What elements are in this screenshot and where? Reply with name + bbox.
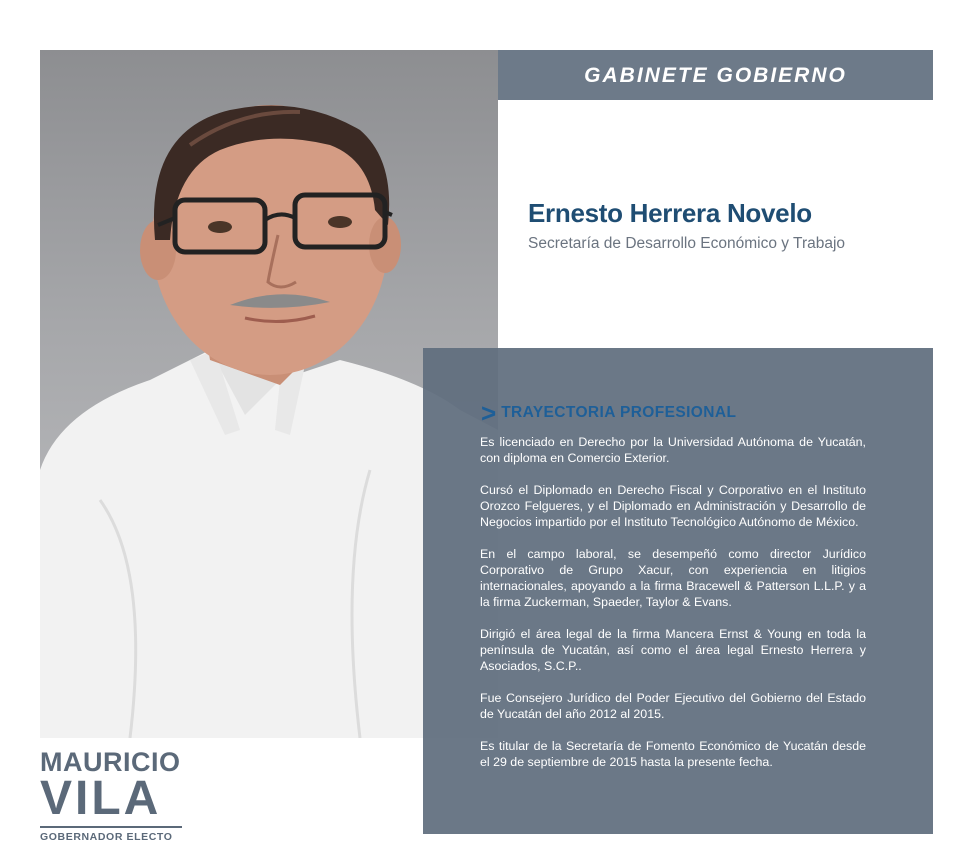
career-paragraph: Fue Consejero Jurídico del Poder Ejecutivo del Gobierno del Estado de Yucatán del año 2012 al 2015. [480, 691, 866, 721]
career-paragraph: Dirigió el área legal de la firma Mancera Ernst & Young en toda la península de Yucatán, así como el área legal Ernesto Herrera y Asociados, S.C.P.. [480, 627, 866, 673]
career-paragraphs [480, 434, 866, 786]
official-position: Secretaría de Desarrollo Económico y Trabajo [528, 235, 846, 252]
section-banner [498, 50, 933, 100]
career-heading [481, 398, 737, 428]
career-paragraph: En el campo laboral, se desempeñó como director Jurídico Corporativo de Grupo Xacur, con experiencia en litigios internacionales, apoyando a la firma Bracewell & Patterson L.L.P. y a la firma Zuckerman, Spaeder, Taylor & Evans. [480, 547, 866, 609]
logo-divider [40, 826, 182, 828]
logo-subtitle: GOBERNADOR ELECTO [40, 831, 173, 843]
career-paragraph: Es titular de la Secretaría de Fomento Económico de Yucatán desde el 29 de septiembre de 2015 hasta la presente fecha. [480, 739, 866, 769]
mauricio-vila-logo [40, 748, 190, 843]
career-heading-text: TRAYECTORIA PROFESIONAL [501, 404, 737, 421]
career-paragraph: Cursó el Diplomado en Derecho Fiscal y Corporativo en el Instituto Orozco Felgueres, y el Diplomado en Administración y Desarrollo de Negocios impartido por el Instituto Tecnológico Autónomo de México. [480, 483, 866, 529]
career-panel [423, 348, 933, 834]
banner-title: GABINETE GOBIERNO [584, 64, 847, 87]
logo-last-name: VILA [40, 772, 162, 825]
logo-first-name: MAURICIO [40, 747, 181, 777]
career-paragraph: Es licenciado en Derecho por la Universidad Autónoma de Yucatán, con diploma en Comercio Exterior. [480, 435, 866, 465]
chevron-right-icon: > [481, 398, 497, 428]
official-name: Ernesto Herrera Novelo [528, 198, 812, 228]
